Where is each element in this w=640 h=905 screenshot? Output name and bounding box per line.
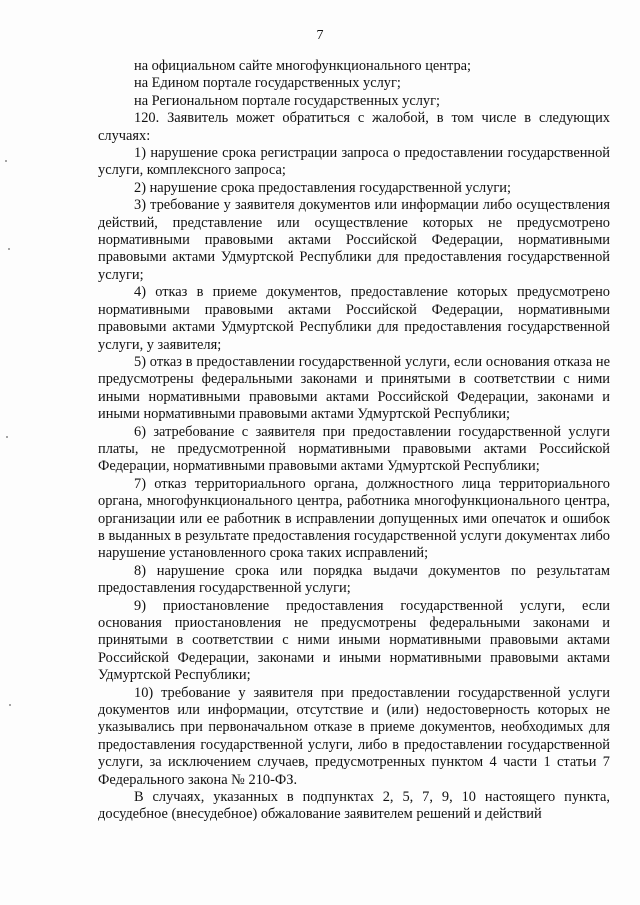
paragraph: на Региональном портале государственных услуг; — [134, 92, 441, 109]
page-number: 7 — [316, 28, 324, 43]
paragraph: 5) отказ в предоставлении государственной услуги, если основания отказа не предусмотрены федеральными законами и принятыми в соответствии с ними иными нормативными правовыми актами Российской Федерации, законами и иными нормативными правовыми актами Удмуртской Республики; — [98, 353, 610, 423]
paragraph: В случаях, указанных в подпунктах 2, 5, 7, 9, 10 настоящего пункта, досудебное (внесудебное) обжалование заявителем решений и действий — [98, 789, 610, 823]
paragraph: на Едином портале государственных услуг; — [134, 75, 401, 92]
paragraph: 9) приостановление предоставления государственной услуги, если основания приостановления не предусмотрены федеральными законами и принятыми в соответствии с ними иными нормативными правовыми актами Российской Федерации, законами и иными нормативными правовыми актами Удмуртской Республики; — [98, 597, 610, 684]
paragraph: 3) требование у заявителя документов или информации либо осуществления действий, представление или осуществление которых не предусмотрено нормативными правовыми актами Российской Федерации, нормативными правовыми актами Удмуртской Республики для предоставления государственной услуги; — [98, 197, 610, 283]
scan-speck — [6, 436, 8, 438]
paragraph: 120. Заявитель может обратиться с жалобой, в том числе в следующих случаях: — [98, 110, 610, 144]
paragraph: 4) отказ в приеме документов, предоставление которых предусмотрено нормативными правовыми актами Российской Федерации, нормативными правовыми актами Удмуртской Республики для предоставления государственной услуги, у заявителя; — [98, 284, 610, 353]
paragraph: 8) нарушение срока или порядка выдачи документов по результатам предоставления государственной услуги; — [98, 562, 610, 597]
paragraph: 6) затребование с заявителя при предоставлении государственной услуги платы, не предусмотренной нормативными правовыми актами Российской Федерации, нормативными правовыми актами Удмуртской Республики; — [98, 423, 610, 475]
paragraph: 10) требование у заявителя при предоставлении государственной услуги документов или информации, отсутствие и (или) недостоверность которых не указывались при первоначальном отказе в приеме документов, необходимых для предоставления государственной услуги, либо в предоставлении государственной услуги, за исключением случаев, предусмотренных пунктом 4 части 1 статьи 7 Федерального закона № 210-ФЗ. — [98, 684, 610, 788]
scan-speck — [5, 160, 7, 162]
paragraph: 1) нарушение срока регистрации запроса о предоставлении государственной услуги, комплексного запроса; — [98, 145, 610, 179]
scan-speck — [8, 248, 10, 250]
document-body — [98, 58, 610, 824]
scan-speck — [9, 704, 11, 706]
paragraph: 2) нарушение срока предоставления государственной услуги; — [134, 179, 511, 196]
paragraph: на официальном сайте многофункционального центра; — [134, 58, 472, 74]
paragraph: 7) отказ территориального органа, должностного лица территориального органа, многофункционального центра, работника многофункционального центра, организации или ее работник в исправлении допущенных ими опечаток и ошибок в выданных в результате предоставления государственной услуги документах либо нарушение установленного срока таких исправлений; — [98, 475, 610, 562]
